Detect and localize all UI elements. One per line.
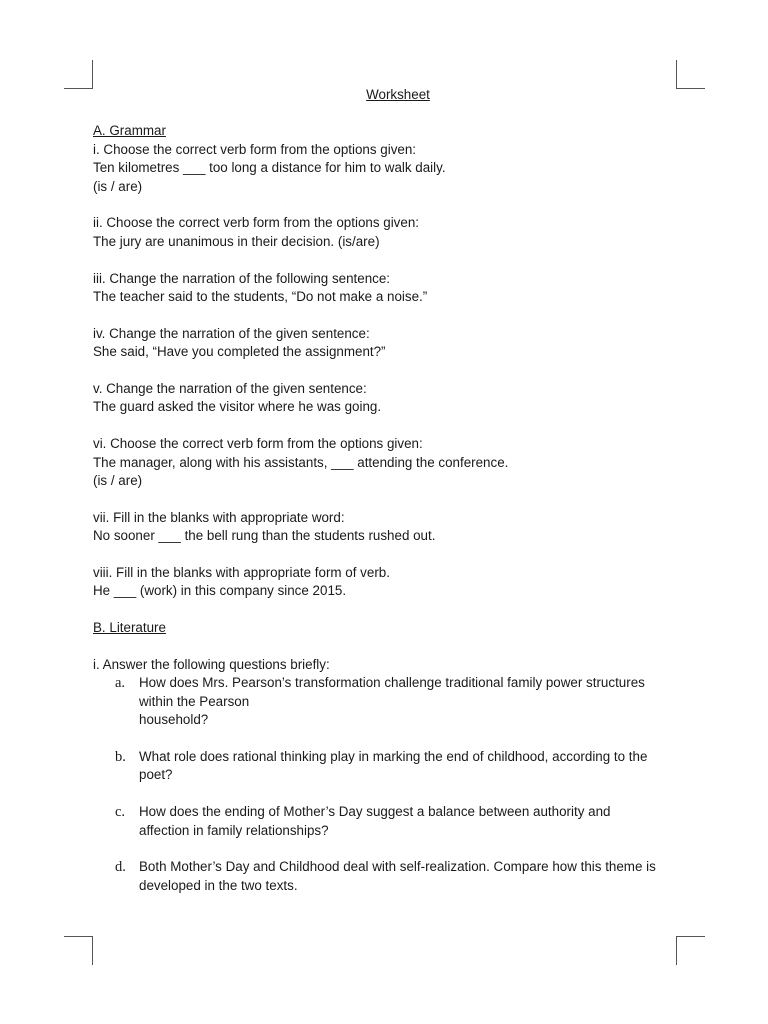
grammar-question-4: [93, 325, 703, 362]
question-line: (is / are): [93, 178, 143, 194]
question-line: The guard asked the visitor where he was going.: [93, 399, 382, 415]
spacer: [93, 638, 703, 656]
literature-intro: i. Answer the following questions briefly:: [93, 657, 330, 673]
literature-item-c: [93, 803, 703, 840]
item-text: How does the ending of Mother’s Day suggest a balance between authority and: [139, 804, 611, 820]
item-marker: d.: [115, 859, 126, 876]
question-line: ii. Choose the correct verb form from the options given:: [93, 215, 419, 231]
question-line: iii. Change the narration of the following sentence:: [93, 270, 391, 286]
crop-mark-top-left: [64, 60, 93, 89]
literature-heading: B. Literature: [93, 620, 166, 636]
item-line: household?: [139, 712, 209, 728]
item-line: developed in the two texts.: [139, 877, 298, 893]
question-line: i. Choose the correct verb form from the options given:: [93, 141, 417, 157]
item-line: affection in family relationships?: [139, 822, 329, 838]
literature-item-d: [93, 858, 703, 895]
question-line: (is / are): [93, 473, 143, 489]
question-line: The jury are unanimous in their decision. (is/are): [93, 233, 380, 249]
question-line: iv. Change the narration of the given sentence:: [93, 325, 370, 341]
page-title: Worksheet: [366, 87, 430, 102]
item-line: within the Pearson: [139, 693, 250, 709]
item-line: poet?: [139, 767, 173, 783]
question-line: She said, “Have you completed the assignment?”: [93, 344, 386, 360]
item-line: [139, 803, 703, 821]
question-line: viii. Fill in the blanks with appropriate form of verb.: [93, 565, 390, 581]
worksheet-content: [93, 86, 703, 895]
question-line: vi. Choose the correct verb form from the options given:: [93, 436, 423, 452]
item-line: [139, 858, 703, 876]
grammar-question-6: [93, 435, 703, 490]
question-line: He ___ (work) in this company since 2015.: [93, 583, 347, 599]
question-line: The teacher said to the students, “Do not make a noise.”: [93, 289, 428, 305]
literature-item-a: [93, 674, 703, 729]
item-line: [139, 748, 703, 766]
question-line: v. Change the narration of the given sentence:: [93, 381, 367, 397]
item-marker: c.: [115, 804, 126, 821]
question-line: The manager, along with his assistants, ___ attending the conference.: [93, 454, 509, 470]
item-text: Both Mother’s Day and Childhood deal with self-realization. Compare how this theme is: [139, 859, 656, 875]
item-marker: b.: [115, 749, 126, 766]
grammar-question-2: [93, 214, 703, 251]
grammar-question-1: [93, 141, 703, 196]
literature-item-b: [93, 748, 703, 785]
question-line: No sooner ___ the bell rung than the students rushed out.: [93, 528, 436, 544]
crop-mark-bottom-left: [64, 936, 93, 965]
crop-mark-top-right: [676, 60, 705, 89]
grammar-question-3: [93, 270, 703, 307]
item-text: What role does rational thinking play in marking the end of childhood, according to the: [139, 749, 648, 765]
grammar-question-7: [93, 509, 703, 546]
grammar-question-8: [93, 564, 703, 601]
question-line: Ten kilometres ___ too long a distance for him to walk daily.: [93, 160, 446, 176]
crop-mark-bottom-right: [676, 936, 705, 965]
item-line: [139, 674, 703, 692]
grammar-heading: A. Grammar: [93, 123, 166, 139]
grammar-question-5: [93, 380, 703, 417]
item-marker: a.: [115, 675, 126, 692]
item-text: How does Mrs. Pearson’s transformation challenge traditional family power structures: [139, 675, 645, 691]
question-line: vii. Fill in the blanks with appropriate word:: [93, 509, 345, 525]
